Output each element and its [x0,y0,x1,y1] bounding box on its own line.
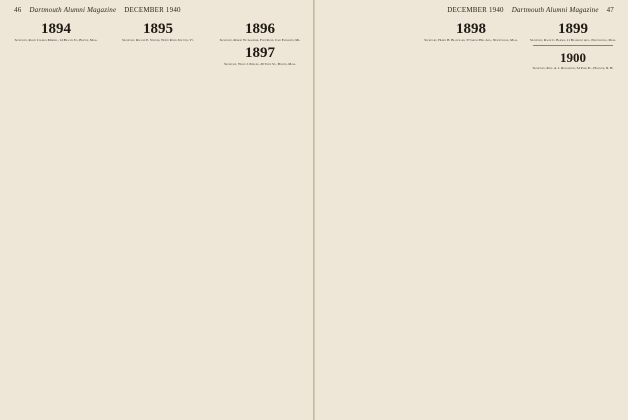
class-year-heading: 1895 [143,21,173,37]
class-year-heading: 1900 [560,49,586,65]
class-secretary: Secretary, Ralph C. Barnes, 11 Beaumont Ave., Newtonville, Mass. [530,38,616,42]
left-column-1 [8,18,104,418]
class-secretary: Secretary, Prof. A. J. Richardson, 54 Park Pl., Hanover, N. H. [532,65,614,70]
left-page-number: 46 [14,6,22,14]
class-secretary: Secretary, Robert W. Gardner, Fort Rand, Cape Elizabeth, Me. [219,38,301,42]
class-year-heading: 1898 [456,21,486,37]
class-secretary: Secretary, Roland E. Stevens, White River Junction, Vt. [122,38,194,42]
right-column-2 [423,18,519,418]
right-running-head [441,6,620,14]
right-column-1 [321,18,417,418]
class-secretary: Secretary, Ralph Charles Merrill, 14 Beacon St., Boston, Mass. [14,38,98,42]
section-divider [533,45,613,46]
right-issue-date: DECEMBER 1940 [447,6,504,14]
class-year-heading: 1899 [558,21,588,37]
left-running-head [8,6,187,14]
left-page [0,0,313,420]
right-magazine-title: Dartmouth Alumni Magazine [511,6,599,14]
class-secretary: Secretary, Wood J. Phillips, 20 State St., Boston, Mass. [224,62,296,67]
left-column-2 [110,18,206,418]
left-issue-date: DECEMBER 1940 [124,6,181,14]
right-column-3 [525,18,621,418]
right-page-number: 47 [606,6,614,14]
class-secretary: Secretary, Harry H. Blanchard, 37 Grove Hill Ave., Newtonville, Mass. [424,38,518,42]
left-magazine-title: Dartmouth Alumni Magazine [29,6,117,14]
class-year-heading: 1896 [245,21,275,37]
left-column-3 [212,18,308,418]
right-page [315,0,628,420]
class-year-heading: 1897 [245,45,275,62]
class-year-heading: 1894 [41,21,71,37]
